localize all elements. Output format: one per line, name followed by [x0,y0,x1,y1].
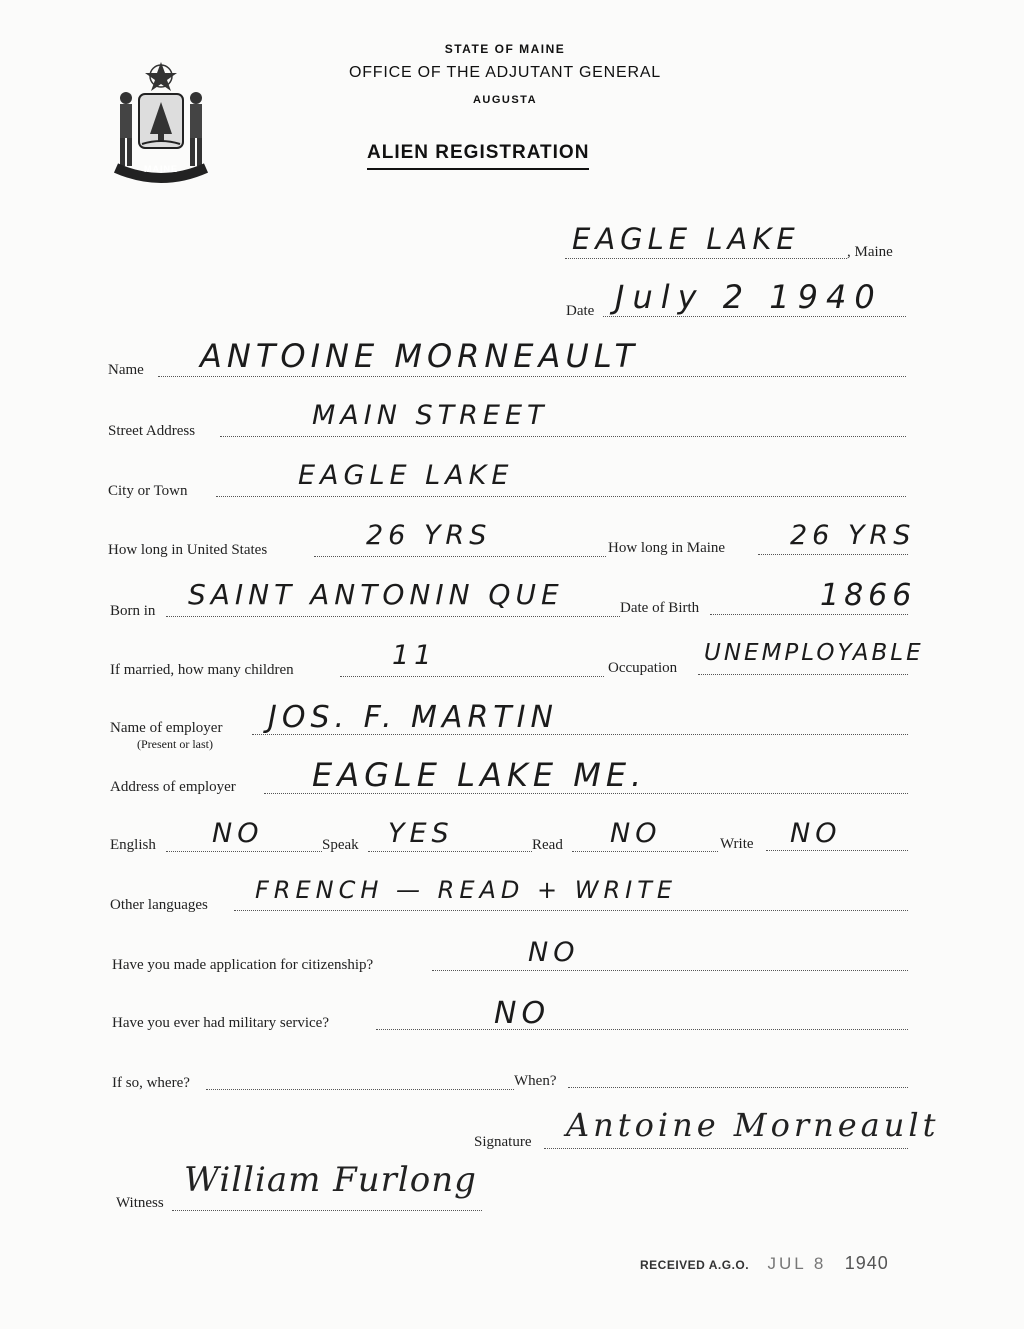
occupation-value: UNEMPLOYABLE [704,640,924,666]
how-long-us-label: How long in United States [108,542,268,558]
employer-value: JOS. F. MARTIN [268,700,558,735]
town-value: EAGLE LAKE [572,222,800,256]
seal-label: MAINE [144,164,178,174]
speak-label: Speak [322,837,359,853]
write-label: Write [720,836,754,852]
date-label: Date [566,303,595,319]
stamp-received: RECEIVED A.G.O. [640,1258,750,1272]
state-heading: STATE OF MAINE [444,42,566,56]
military-label: Have you ever had military service? [112,1015,329,1031]
date-of-birth-label: Date of Birth [620,600,700,616]
employer-address-label: Address of employer [110,779,236,795]
office-heading: OFFICE OF THE ADJUTANT GENERAL [348,64,662,81]
how-long-maine-label: How long in Maine [608,540,726,556]
city-heading: AUGUSTA [472,94,538,106]
military-value: NO [494,996,551,1031]
street-value: MAIN STREET [312,400,549,431]
read-label: Read [532,837,563,853]
name-value: ANTOINE MORNEAULT [200,337,640,375]
maine-label: , Maine [847,244,893,260]
name-label: Name [108,362,144,378]
witness-label: Witness [116,1195,164,1211]
other-languages-value: FRENCH — READ + WRITE [255,876,678,904]
occupation-label: Occupation [608,660,678,676]
date-of-birth-value: 1866 [820,578,917,613]
city-town-value: EAGLE LAKE [298,460,514,491]
where-label: If so, where? [112,1075,190,1091]
children-label: If married, how many children [110,662,294,678]
write-value: NO [790,818,842,849]
english-value: NO [212,818,264,849]
city-town-label: City or Town [108,483,188,499]
other-languages-label: Other languages [110,897,208,913]
employer-label: Name of employer [110,720,223,736]
stamp-date: JUL 8 [767,1254,827,1273]
received-stamp [640,1253,889,1274]
when-label: When? [514,1073,557,1089]
born-in-label: Born in [110,603,156,619]
speak-value: YES [388,818,454,849]
born-in-value: SAINT ANTONIN QUE [188,578,564,611]
how-long-maine-value: 26 YRS [790,520,916,551]
read-value: NO [610,818,662,849]
how-long-us-value: 26 YRS [366,520,492,551]
signature-label: Signature [474,1134,532,1150]
witness-value: William Furlong [184,1160,477,1200]
date-value: July 2 1940 [615,278,883,316]
street-label: Street Address [108,423,196,439]
citizenship-value: NO [528,937,580,968]
english-label: English [110,837,156,853]
employer-note: (Present or last) [137,737,213,751]
signature-value: Antoine Morneault [566,1106,940,1144]
stamp-year: 1940 [844,1253,889,1273]
employer-address-value: EAGLE LAKE ME. [312,756,647,794]
children-value: 11 [392,640,437,671]
form-title: ALIEN REGISTRATION [367,142,589,170]
citizenship-label: Have you made application for citizenship? [112,957,374,973]
